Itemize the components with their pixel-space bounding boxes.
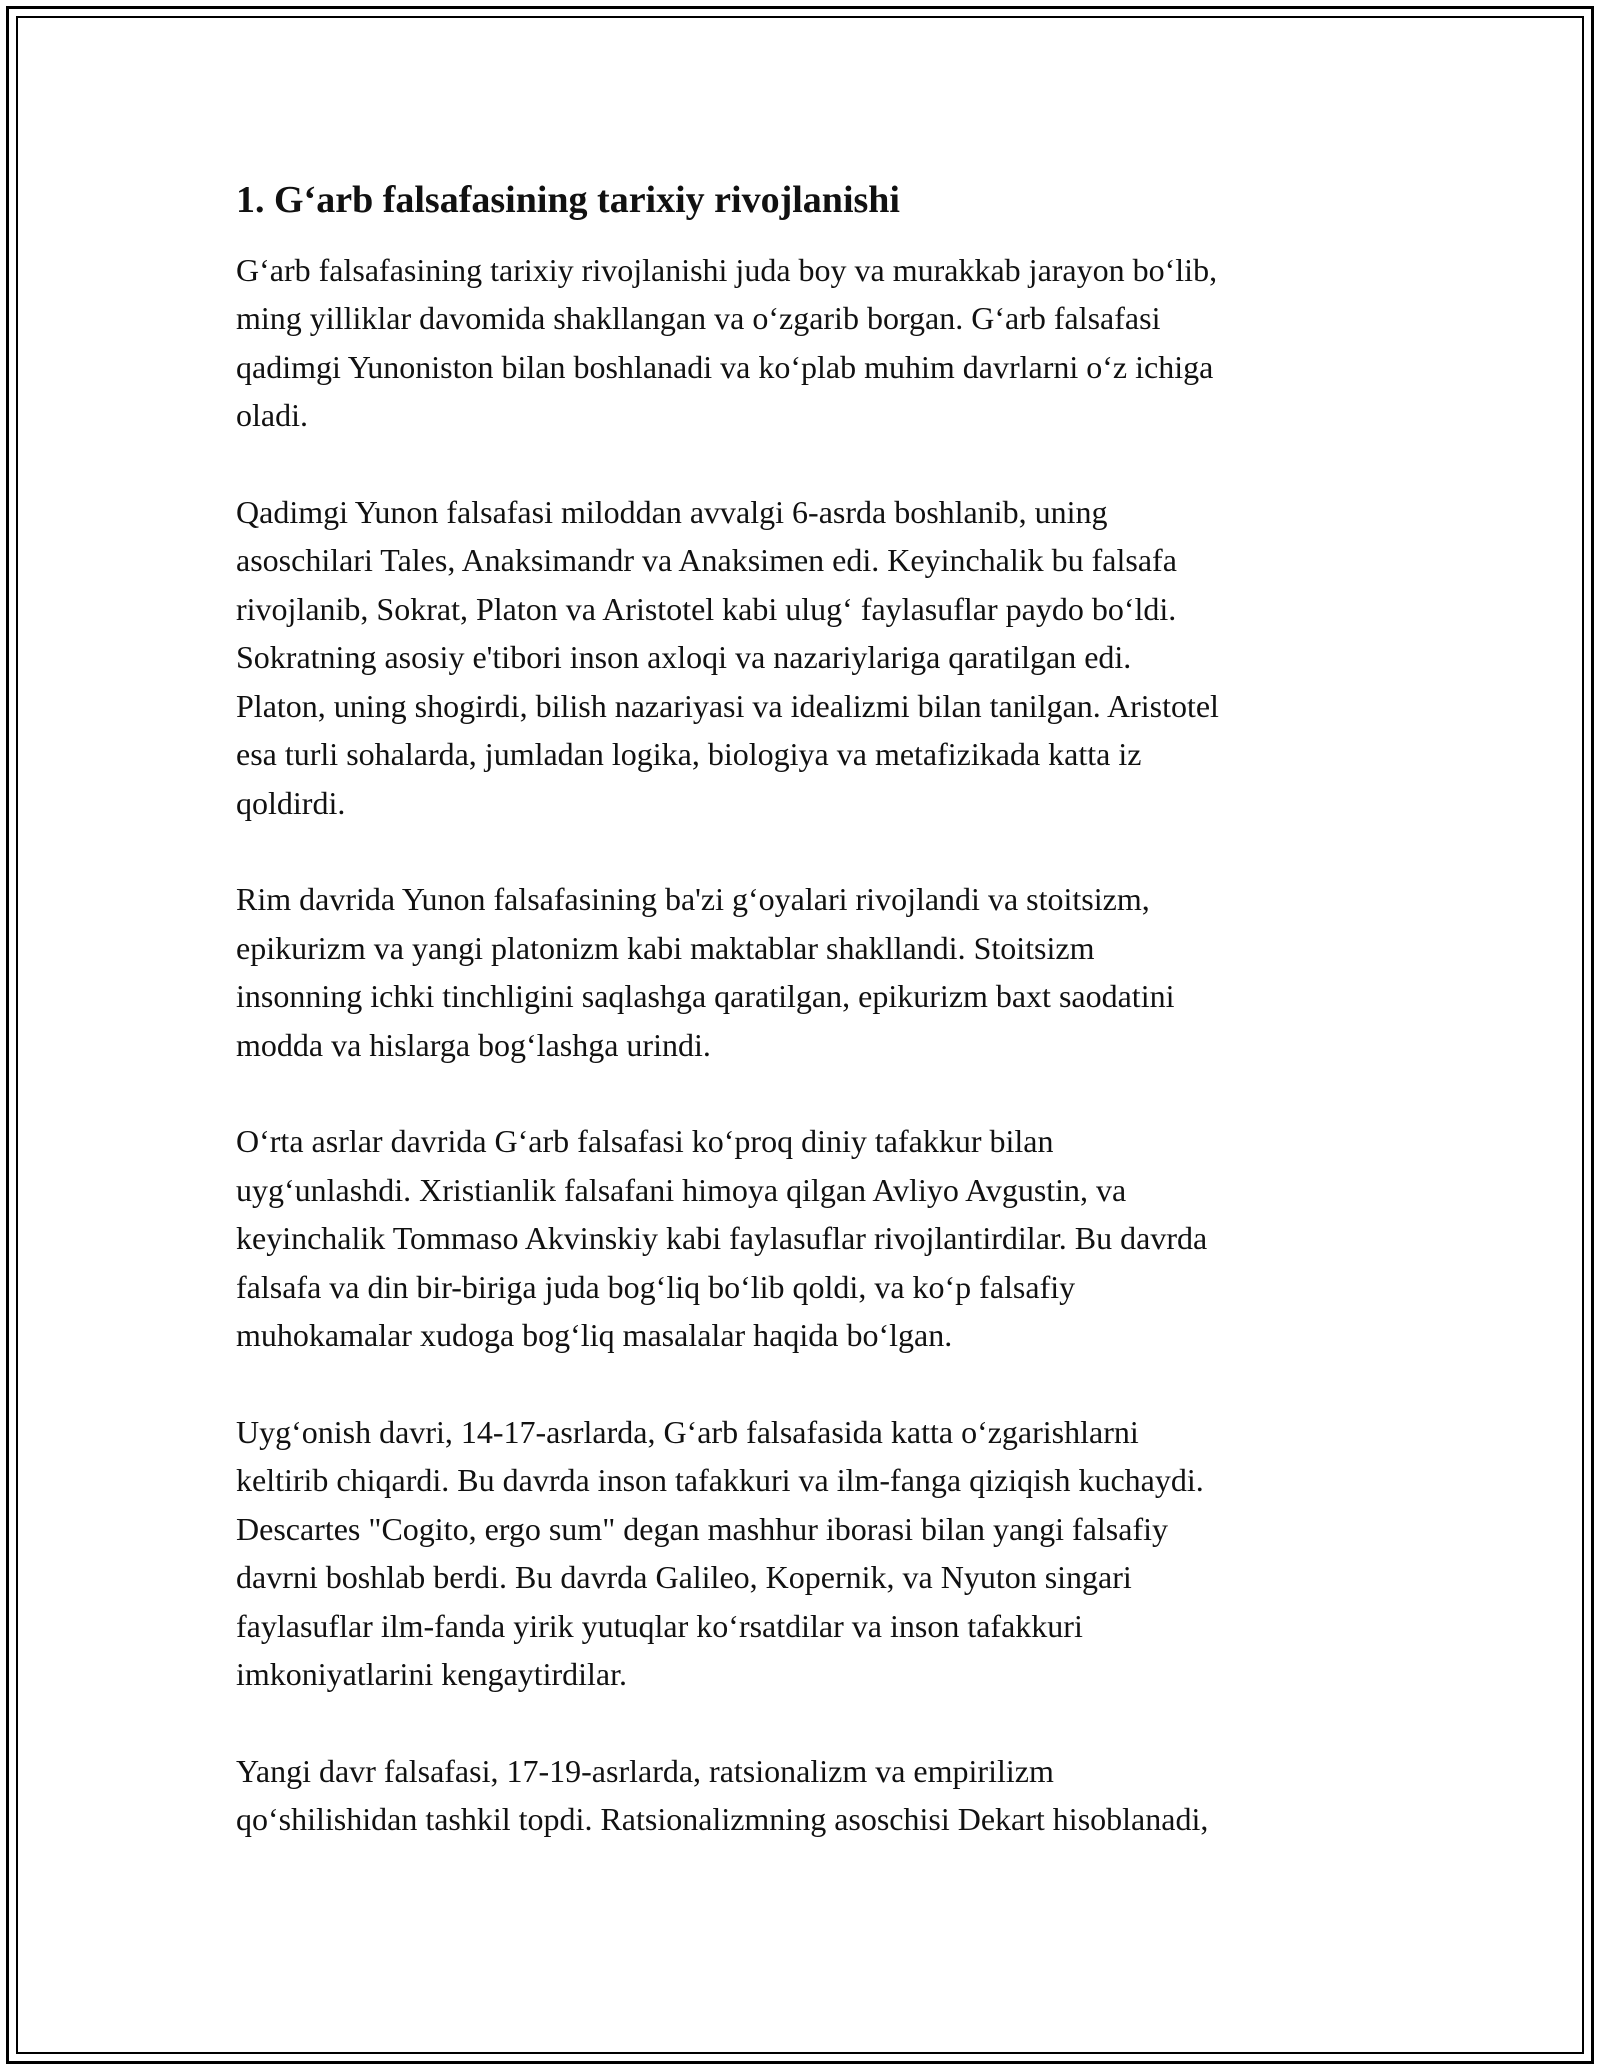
text-line: Descartes "Cogito, ergo sum" degan mashhur iborasi bilan yangi falsafiy <box>236 1510 1168 1547</box>
text-line: davrni boshlab berdi. Bu davrda Galileo, Kopernik, va Nyuton singari <box>236 1559 1132 1596</box>
paragraph-roman-period <box>236 875 1366 1069</box>
text-line: qo‘shilishidan tashkil topdi. Ratsionalizmning asoschisi Dekart hisoblanadi, <box>236 1801 1209 1838</box>
text-line: asoschilari Tales, Anaksimandr va Anaksimen edi. Keyinchalik bu falsafa <box>236 542 1177 579</box>
paragraph-modern-period <box>236 1747 1366 1844</box>
text-line: keltirib chiqardi. Bu davrda inson tafakkuri va ilm-fanga qiziqish kuchaydi. <box>236 1462 1204 1499</box>
text-line: uyg‘unlashdi. Xristianlik falsafani himoya qilgan Avliyo Avgustin, va <box>236 1171 1127 1208</box>
text-line: G‘arb falsafasining tarixiy rivojlanishi juda boy va murakkab jarayon bo‘lib, <box>236 251 1218 288</box>
text-line: ming yilliklar davomida shakllangan va o‘zgarib borgan. G‘arb falsafasi <box>236 300 1161 337</box>
text-line: Platon, uning shogirdi, bilish nazariyasi va idealizmi bilan tanilgan. Aristotel <box>236 687 1219 724</box>
text-line: Uyg‘onish davri, 14-17-asrlarda, G‘arb falsafasida katta o‘zgarishlarni <box>236 1413 1139 1450</box>
text-line: Sokratning asosiy e'tibori inson axloqi va nazariylariga qaratilgan edi. <box>236 639 1132 676</box>
text-line: imkoniyatlarini kengaytirdilar. <box>236 1656 628 1693</box>
text-line: keyinchalik Tommaso Akvinskiy kabi faylasuflar rivojlantirdilar. Bu davrda <box>236 1220 1208 1257</box>
text-line: oladi. <box>236 397 308 434</box>
paragraph-renaissance <box>236 1408 1366 1699</box>
document-body <box>236 178 1366 1892</box>
text-line: Rim davrida Yunon falsafasining ba'zi g‘oyalari rivojlandi va stoitsizm, <box>236 881 1150 918</box>
text-line: modda va hislarga bog‘lashga urindi. <box>236 1026 711 1063</box>
section-heading: 1. G‘arb falsafasining tarixiy rivojlanishi <box>236 179 900 221</box>
paragraph-ancient-greek <box>236 488 1366 828</box>
text-line: muhokamalar xudoga bog‘liq masalalar haqida bo‘lgan. <box>236 1317 953 1354</box>
text-line: O‘rta asrlar davrida G‘arb falsafasi ko‘proq diniy tafakkur bilan <box>236 1123 1054 1160</box>
text-line: epikurizm va yangi platonizm kabi maktablar shakllandi. Stoitsizm <box>236 929 1095 966</box>
text-line: Yangi davr falsafasi, 17-19-asrlarda, ratsionalizm va empirilizm <box>236 1752 1054 1789</box>
text-line: falsafa va din bir-biriga juda bog‘liq bo‘lib qoldi, va ko‘p falsafiy <box>236 1268 1076 1305</box>
text-line: esa turli sohalarda, jumladan logika, biologiya va metafizikada katta iz <box>236 736 1142 773</box>
text-line: Qadimgi Yunon falsafasi miloddan avvalgi 6-asrda boshlanib, uning <box>236 493 1108 530</box>
text-line: qoldirdi. <box>236 784 346 821</box>
paragraph-intro <box>236 246 1366 440</box>
text-line: insonning ichki tinchligini saqlashga qaratilgan, epikurizm baxt saodatini <box>236 978 1175 1015</box>
text-line: rivojlanib, Sokrat, Platon va Aristotel kabi ulug‘ faylasuflar paydo bo‘ldi. <box>236 590 1177 627</box>
paragraph-middle-ages <box>236 1117 1366 1360</box>
text-line: faylasuflar ilm-fanda yirik yutuqlar ko‘rsatdilar va inson tafakkuri <box>236 1607 1083 1644</box>
text-line: qadimgi Yunoniston bilan boshlanadi va ko‘plab muhim davrlarni o‘z ichiga <box>236 348 1214 385</box>
